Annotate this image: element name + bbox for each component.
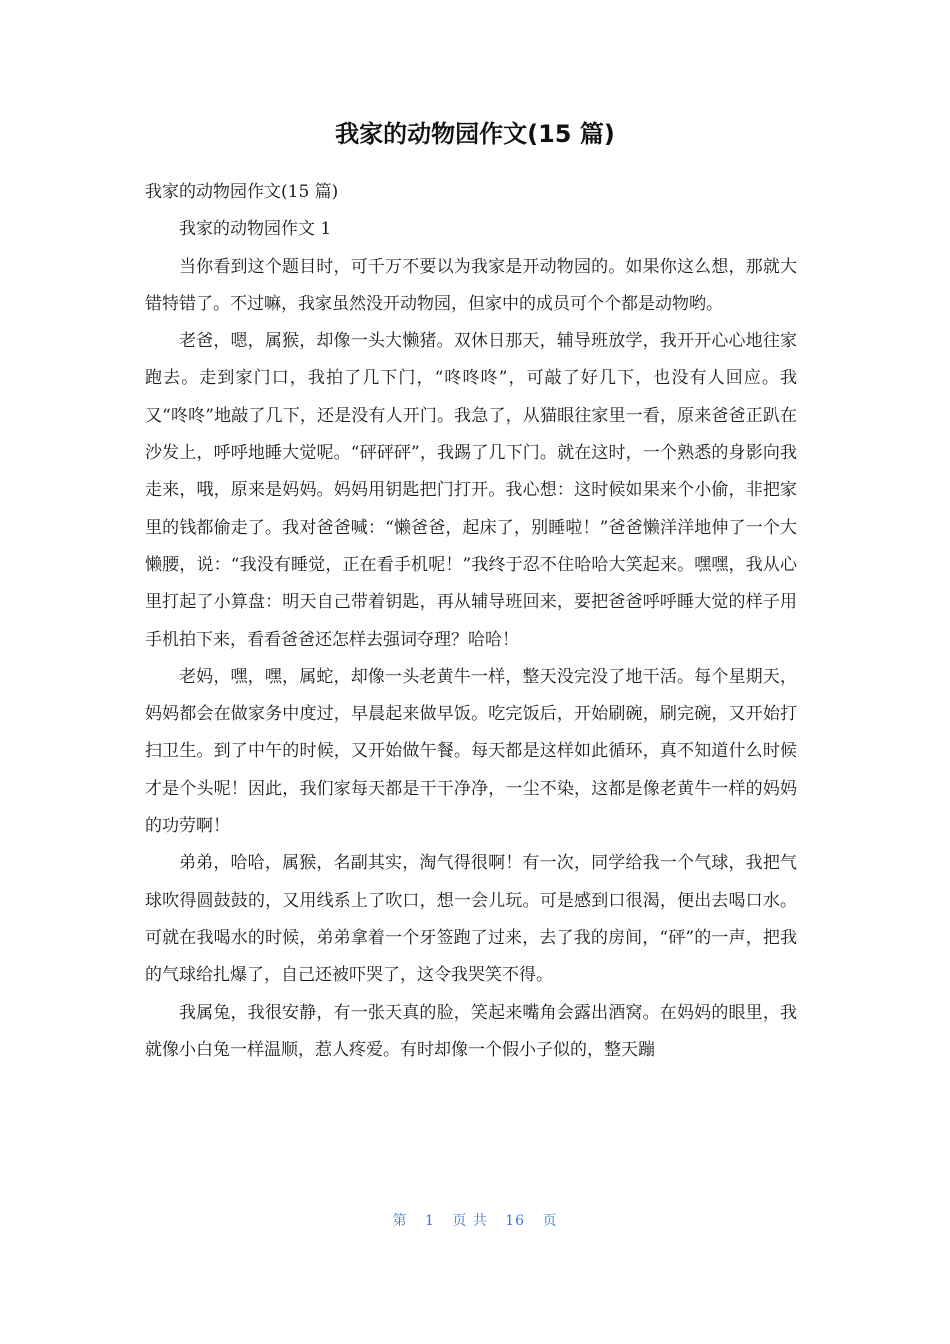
page-footer (0, 1210, 950, 1230)
document-body (145, 174, 797, 1069)
footer-label-pages: 页 (542, 1213, 558, 1229)
footer-label-of: 页 共 (452, 1213, 488, 1229)
section-heading: 我家的动物园作文 1 (179, 219, 332, 240)
document-subtitle: 我家的动物园作文(15 篇) (145, 182, 339, 202)
footer-current-page: 1 (424, 1213, 435, 1229)
paragraph-mom: 老妈，嘿，嘿，属蛇，却像一头老黄牛一样，整天没完没了地干活。每个星期天，妈妈都会在做家务中度过，早晨起来做早饭。吃完饭后，开始刷碗，刷完碗，又开始打扫卫生。到了中午的时候，又开始做午餐。每天都是这样如此循环，真不知道什么时候才是个头呢！因此，我们家每天都是干干净净，一尘不染，这都是像老黄牛一样的妈妈的功劳啊！ (145, 666, 797, 837)
document-title: 我家的动物园作文(15 篇) (335, 120, 615, 148)
paragraph-brother: 弟弟，哈哈，属猴，名副其实，淘气得很啊！有一次，同学给我一个气球，我把气球吹得圆鼓鼓的，又用线系上了吹口，想一会儿玩。可是感到口很渴，便出去喝口水。可就在我喝水的时候，弟弟拿着一个牙签跑了过来，去了我的房间，“砰”的一声，把我的气球给扎爆了，自己还被吓哭了，这令我哭笑不得。 (145, 853, 797, 986)
paragraph-me: 我属兔，我很安静，有一张天真的脸，笑起来嘴角会露出酒窝。在妈妈的眼里，我就像小白兔一样温顺，惹人疼爱。有时却像一个假小子似的，整天蹦 (145, 1002, 797, 1060)
footer-label-page: 第 (392, 1213, 408, 1229)
paragraph-dad: 老爸，嗯，属猴，却像一头大懒猪。双休日那天，辅导班放学，我开开心心地往家跑去。走到家门口，我拍了几下门，“咚咚咚”，可敲了好几下，也没有人回应。我又“咚咚”地敲了几下，还是没有人开门。我急了，从猫眼往家里一看，原来爸爸正趴在沙发上，呼呼地睡大觉呢。“砰砰砰”，我踢了几下门。就在这时，一个熟悉的身影向我走来，哦，原来是妈妈。妈妈用钥匙把门打开。我心想：这时候如果来个小偷，非把家里的钱都偷走了。我对爸爸喊：“懒爸爸，起床了，别睡啦！”爸爸懒洋洋地伸了一个大懒腰，说：“我没有睡觉，正在看手机呢！”我终于忍不住哈哈大笑起来。嘿嘿，我从心里打起了小算盘：明天自己带着钥匙，再从辅导班回来，要把爸爸呼呼睡大觉的样子用手机拍下来，看看爸爸还怎样去强词夺理？哈哈！ (145, 331, 797, 650)
paragraph-intro: 当你看到这个题目时，可千万不要以为我家是开动物园的。如果你这么想，那就大错特错了。不过嘛，我家虽然没开动物园，但家中的成员可个个都是动物哟。 (145, 256, 797, 314)
footer-total-pages: 16 (505, 1213, 526, 1229)
